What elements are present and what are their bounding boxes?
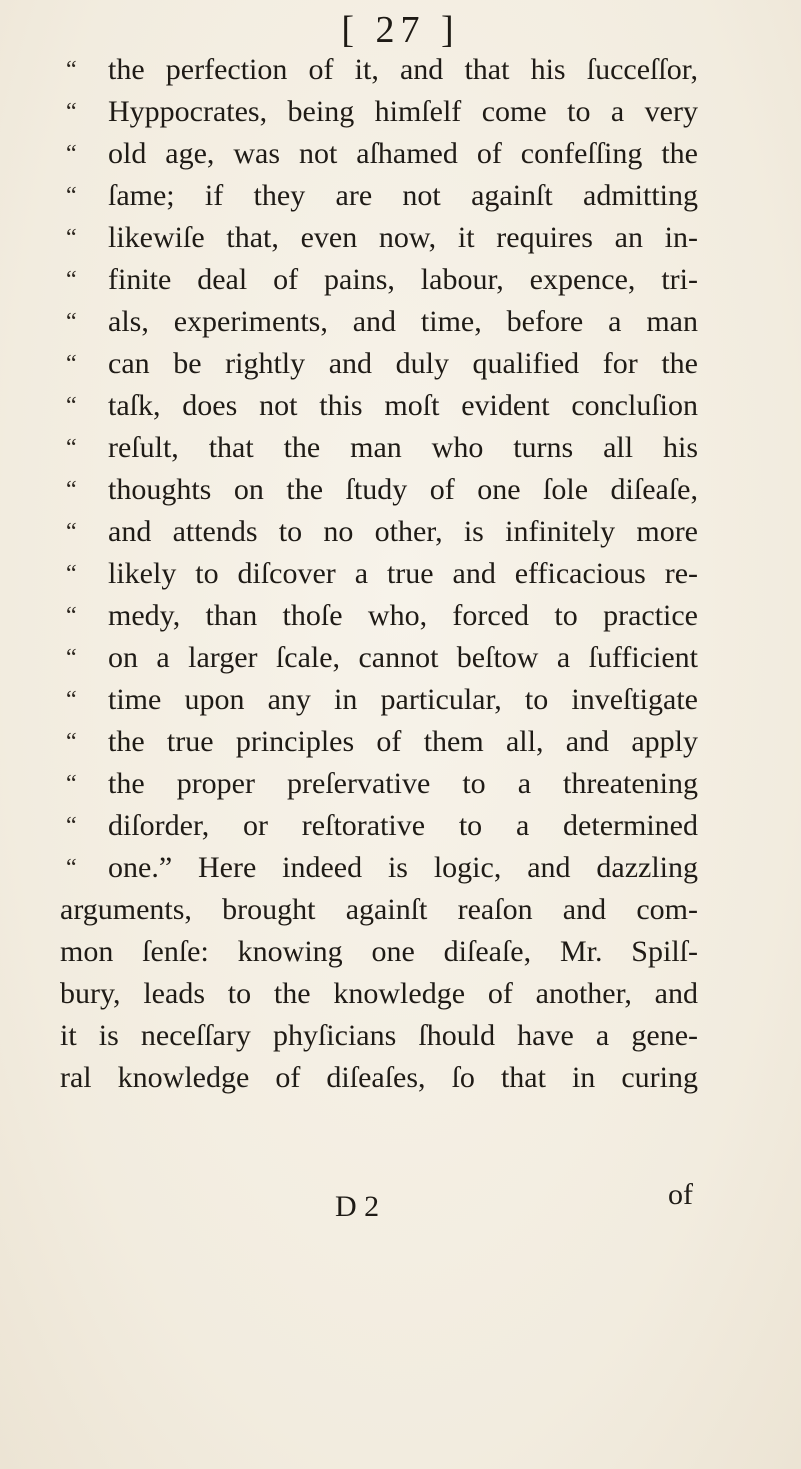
text-line: one.” Here indeed is logic, and dazzling bbox=[108, 851, 698, 884]
text-line: ſame; if they are not againſt admitting bbox=[108, 179, 698, 212]
quote-mark: “ bbox=[66, 645, 77, 671]
quote-mark: “ bbox=[66, 99, 77, 125]
catchword: of bbox=[668, 1178, 693, 1211]
text-line: time upon any in particular, to inveſtigate bbox=[108, 683, 698, 716]
quote-mark: “ bbox=[66, 267, 77, 293]
text-line: reſult, that the man who turns all his bbox=[108, 431, 698, 464]
text-line: likely to diſcover a true and efficacious re- bbox=[108, 557, 698, 590]
text-line: the true principles of them all, and apply bbox=[108, 725, 698, 758]
quote-mark: “ bbox=[66, 729, 77, 755]
text-line: and attends to no other, is infinitely more bbox=[108, 515, 698, 548]
quote-mark: “ bbox=[66, 309, 77, 335]
quote-mark: “ bbox=[66, 603, 77, 629]
text-line: arguments, brought againſt reaſon and com- bbox=[60, 893, 698, 926]
text-line: thoughts on the ſtudy of one ſole diſeaſe, bbox=[108, 473, 698, 506]
text-line: taſk, does not this moſt evident concluſion bbox=[108, 389, 698, 422]
text-line: ral knowledge of diſeaſes, ſo that in curing bbox=[60, 1061, 698, 1094]
text-line: mon ſenſe: knowing one diſeaſe, Mr. Spilſ- bbox=[60, 935, 698, 968]
page-number-header: [ 27 ] bbox=[341, 9, 460, 51]
quote-mark: “ bbox=[66, 813, 77, 839]
signature-mark: D 2 bbox=[335, 1190, 380, 1223]
quote-mark: “ bbox=[66, 393, 77, 419]
text-line: the perfection of it, and that his ſucceſſor, bbox=[108, 53, 698, 86]
text-line: finite deal of pains, labour, expence, tri- bbox=[108, 263, 698, 296]
quote-mark: “ bbox=[66, 141, 77, 167]
quote-mark: “ bbox=[66, 519, 77, 545]
text-line: likewiſe that, even now, it requires an in- bbox=[108, 221, 698, 254]
text-line: it is neceſſary phyſicians ſhould have a gene- bbox=[60, 1019, 698, 1052]
text-line: Hyppocrates, being himſelf come to a very bbox=[108, 95, 698, 128]
quote-mark: “ bbox=[66, 855, 77, 881]
quote-mark: “ bbox=[66, 351, 77, 377]
text-line: medy, than thoſe who, forced to practice bbox=[108, 599, 698, 632]
quote-mark: “ bbox=[66, 561, 77, 587]
quote-mark: “ bbox=[66, 477, 77, 503]
quote-mark: “ bbox=[66, 225, 77, 251]
text-line: als, experiments, and time, before a man bbox=[108, 305, 698, 338]
quote-mark: “ bbox=[66, 687, 77, 713]
quote-mark: “ bbox=[66, 771, 77, 797]
quote-mark: “ bbox=[66, 435, 77, 461]
text-line: old age, was not aſhamed of confeſſing the bbox=[108, 137, 698, 170]
quote-mark: “ bbox=[66, 183, 77, 209]
text-line: can be rightly and duly qualified for the bbox=[108, 347, 698, 380]
text-line: the proper preſervative to a threatening bbox=[108, 767, 698, 800]
text-line: bury, leads to the knowledge of another, and bbox=[60, 977, 698, 1010]
quote-mark: “ bbox=[66, 57, 77, 83]
page-footer bbox=[0, 1178, 801, 1235]
text-line: on a larger ſcale, cannot beſtow a ſufficient bbox=[108, 641, 698, 674]
text-line: diſorder, or reſtorative to a determined bbox=[108, 809, 698, 842]
